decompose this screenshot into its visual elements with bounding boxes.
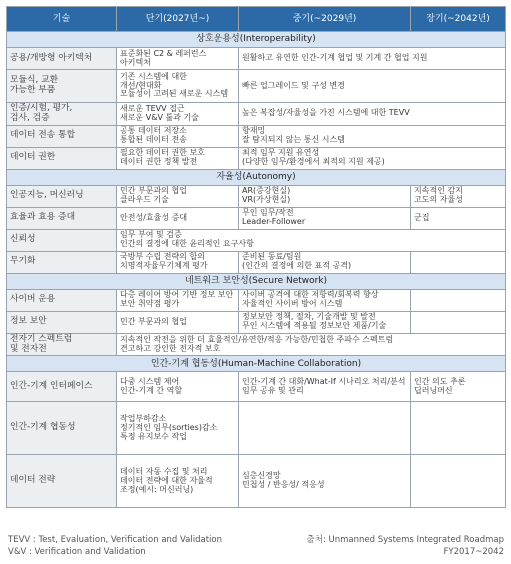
row-mid-term: 높은 복잡성/자율성을 가진 시스템에 대한 TEVV	[239, 103, 506, 126]
cell-line: 잘 탐지되지 않는 통신 시스템	[242, 135, 345, 145]
table-row	[7, 207, 506, 229]
row-long-term-empty	[411, 402, 506, 455]
row-long-term-empty	[411, 251, 506, 273]
row-mid-term	[239, 289, 411, 311]
table-row	[7, 333, 506, 356]
cell-line: 임무 공유 및 관리	[242, 385, 304, 395]
cell-line: 데이터 권한 정책 발전	[120, 157, 198, 167]
row-mid-term	[239, 455, 411, 508]
table-row	[7, 402, 506, 455]
header-row	[7, 7, 506, 32]
row-category: 신뢰성	[7, 229, 117, 251]
cell-line: 필요한 데이터 권한 보호	[120, 148, 205, 158]
cell-line: 무인 임무/작전	[242, 208, 294, 218]
footnote-source: 출처: Unmanned Systems Integrated Roadmap	[306, 535, 504, 545]
cell-line: 새로운 TEVV 접근	[120, 103, 185, 113]
row-short-term	[117, 147, 239, 169]
cell-line: 특정 유지보수 작업	[120, 431, 187, 441]
row-short-term	[117, 289, 239, 311]
row-category: 정보 보안	[7, 311, 117, 333]
cell-line: 보안 취약점 평가	[120, 299, 180, 309]
cell-line: 인증/시험, 평가,	[10, 103, 73, 113]
cell-line: 통합된 데이터 전송	[120, 135, 187, 145]
row-long-term	[411, 372, 506, 402]
roadmap-table	[6, 6, 506, 508]
row-mid-term: 원활하고 유연한 인간-기계 협업 및 기계 간 협업 지원	[239, 48, 506, 70]
table-row	[7, 455, 506, 508]
cell-line: 심층신경망	[242, 471, 281, 481]
row-category: 인간-기계 인터페이스	[7, 372, 117, 402]
row-mid-term: 빠른 업그레이드 및 구성 변경	[239, 70, 506, 103]
row-short-term	[117, 402, 239, 455]
table-row	[7, 103, 506, 126]
row-mid-term	[239, 311, 411, 333]
cell-line: 인간 의도 추론	[414, 376, 466, 386]
header-long-term: 장기(~2042년)	[411, 7, 506, 32]
row-category: 데이터 전송 통합	[7, 125, 117, 147]
row-long-term-empty	[411, 289, 506, 311]
row-category	[7, 103, 117, 126]
cell-line: 사이버 공격에 대한 저항력/회복력 향상	[242, 290, 379, 300]
cell-line: (인간의 결정에 의한 표적 공격)	[242, 261, 352, 271]
row-short-term	[117, 103, 239, 126]
table-row	[7, 289, 506, 311]
table-row	[7, 48, 506, 70]
row-short-term: 안전성/효율성 증대	[117, 207, 239, 229]
cell-line: 클라우드 기술	[120, 195, 169, 205]
cell-line: 최적 임무 지원 유연성	[242, 148, 320, 158]
row-mid-term	[239, 372, 411, 402]
cell-line: 견고하고 강인한 전자적 보호	[120, 343, 221, 353]
cell-line: 조정(예시: 머신러닝)	[120, 484, 194, 494]
cell-line: 검사, 검증	[10, 112, 50, 123]
row-short-term: 민간 부문과의 협업	[117, 311, 239, 333]
cell-line: VR(가상현실)	[242, 195, 291, 205]
table-row	[7, 185, 506, 207]
section-human-machine: 인간-기계 협동성(Human-Machine Collaboration)	[7, 356, 506, 372]
cell-line: 무인 시스템에 적용될 정보보안 제품/기술	[242, 321, 387, 331]
cell-line: 자율적인 사이버 방어 시스템	[242, 299, 343, 309]
table-row	[7, 251, 506, 273]
cell-line: 지속적인 감지	[414, 186, 463, 196]
row-category: 인공지능, 머신러닝	[7, 185, 117, 207]
section-row	[7, 169, 506, 185]
cell-line: 다층 레이어 방어 기반 정보 보안	[120, 290, 234, 300]
row-mid-term	[239, 147, 506, 169]
row-category	[7, 333, 117, 356]
table-row	[7, 229, 506, 251]
cell-line: 가능한 부품	[10, 85, 56, 95]
cell-line: 모듈성이 고려된 새로운 시스템	[120, 89, 229, 99]
cell-line: 준비된 동료/팀원	[242, 252, 302, 262]
cell-line: 민첩성 / 반응성/ 적응성	[242, 480, 325, 490]
row-span-content	[117, 333, 506, 356]
row-category: 사이버 운용	[7, 289, 117, 311]
header-mid-term: 중기(~2029년)	[239, 7, 411, 32]
cell-line: 딥러닝머신	[414, 385, 453, 395]
row-span-content	[117, 229, 506, 251]
row-category: 효율과 효용 증대	[7, 207, 117, 229]
cell-line: 정기적인 임무(sorties)감소	[120, 422, 218, 432]
row-short-term	[117, 251, 239, 273]
cell-line: 전자기 스펙트럼	[10, 333, 73, 344]
header-short-term: 단기(2027년~)	[117, 7, 239, 32]
table-row	[7, 372, 506, 402]
cell-line: 기존 시스템에 대한	[120, 71, 187, 81]
section-autonomy: 자율성(Autonomy)	[7, 169, 506, 185]
row-category: 무기화	[7, 251, 117, 273]
row-long-term-empty	[411, 311, 506, 333]
table-row	[7, 147, 506, 169]
header-tech: 기술	[7, 7, 117, 32]
cell-line: 임무 부여 및 검증	[120, 230, 182, 240]
cell-line: 다중 시스템 제어	[120, 376, 180, 386]
table-row	[7, 70, 506, 103]
cell-line: 데이터 자동 수집 및 처리	[120, 466, 208, 476]
cell-line: 및 전자전	[10, 343, 47, 354]
cell-line: 민간 부문과의 협업	[120, 186, 187, 196]
row-category: 데이터 전략	[7, 455, 117, 508]
cell-line: Leader-Follower	[242, 217, 306, 227]
footnote-tevv: TEVV : Test, Evaluation, Verification and Validation	[8, 535, 222, 545]
row-short-term	[117, 48, 239, 70]
cell-line: 표준화된 C2 & 레퍼런스	[120, 48, 207, 58]
row-category	[7, 70, 117, 103]
section-interoperability: 상호운용성(Interoperability)	[7, 32, 506, 48]
row-long-term: 군집	[411, 207, 506, 229]
row-short-term	[117, 70, 239, 103]
row-mid-term	[239, 125, 506, 147]
section-row	[7, 32, 506, 48]
footnote-vv: V&V : Verification and Validation	[8, 547, 146, 557]
row-mid-term-empty	[239, 402, 411, 455]
cell-line: 인간-기계 간 대화/What-If 시나리오 처리/분석	[242, 376, 406, 386]
row-short-term	[117, 125, 239, 147]
cell-line: 인간-기계 간 역할	[120, 385, 183, 395]
section-row	[7, 273, 506, 289]
cell-line: 새로운 V&V 툴과 기술	[120, 112, 199, 122]
cell-line: 지속적인 작전을 위한 더 효율적인/유연한/적응 가능한/민첩한 주파수 스펙트럼	[120, 334, 394, 344]
row-long-term	[411, 185, 506, 207]
row-mid-term	[239, 207, 411, 229]
row-mid-term	[239, 185, 411, 207]
cell-line: 고도의 자율성	[414, 195, 463, 205]
cell-line: 모듈식, 교환	[10, 75, 59, 86]
cell-line: 공통 데이터 저장소	[120, 126, 187, 136]
cell-line: 정보보안 정책, 절차, 기술개발 및 발전	[242, 312, 376, 322]
row-category: 인간-기계 협동성	[7, 402, 117, 455]
row-mid-term	[239, 251, 411, 273]
cell-line: 개선/현대화	[120, 80, 162, 90]
cell-line: 데이터 전략에 대한 자율적	[120, 475, 213, 485]
table-row	[7, 125, 506, 147]
row-short-term	[117, 455, 239, 508]
row-category: 데이터 권한	[7, 147, 117, 169]
cell-line: 국방부 수립 전략의 합의	[120, 252, 205, 262]
cell-line: 향재밍	[242, 126, 266, 136]
cell-line: AR(증강현실)	[242, 186, 291, 196]
section-secure-network: 네트워크 보안성(Secure Network)	[7, 273, 506, 289]
row-short-term	[117, 372, 239, 402]
cell-line: 인간의 결정에 대한 윤리적인 요구사항	[120, 239, 254, 249]
cell-line: 작업부하감소	[120, 413, 167, 423]
section-row	[7, 356, 506, 372]
cell-line: (다양한 임무/환경에서 최적의 지원 제공)	[242, 157, 385, 167]
cell-line: 치명적자율무기체계 평가	[120, 261, 208, 271]
row-long-term-empty	[411, 455, 506, 508]
footnote-source-period: FY2017~2042	[443, 547, 504, 557]
cell-line: 아키텍처	[120, 57, 151, 67]
row-short-term	[117, 185, 239, 207]
table-row	[7, 311, 506, 333]
row-category: 공용/개방형 아키텍처	[7, 48, 117, 70]
